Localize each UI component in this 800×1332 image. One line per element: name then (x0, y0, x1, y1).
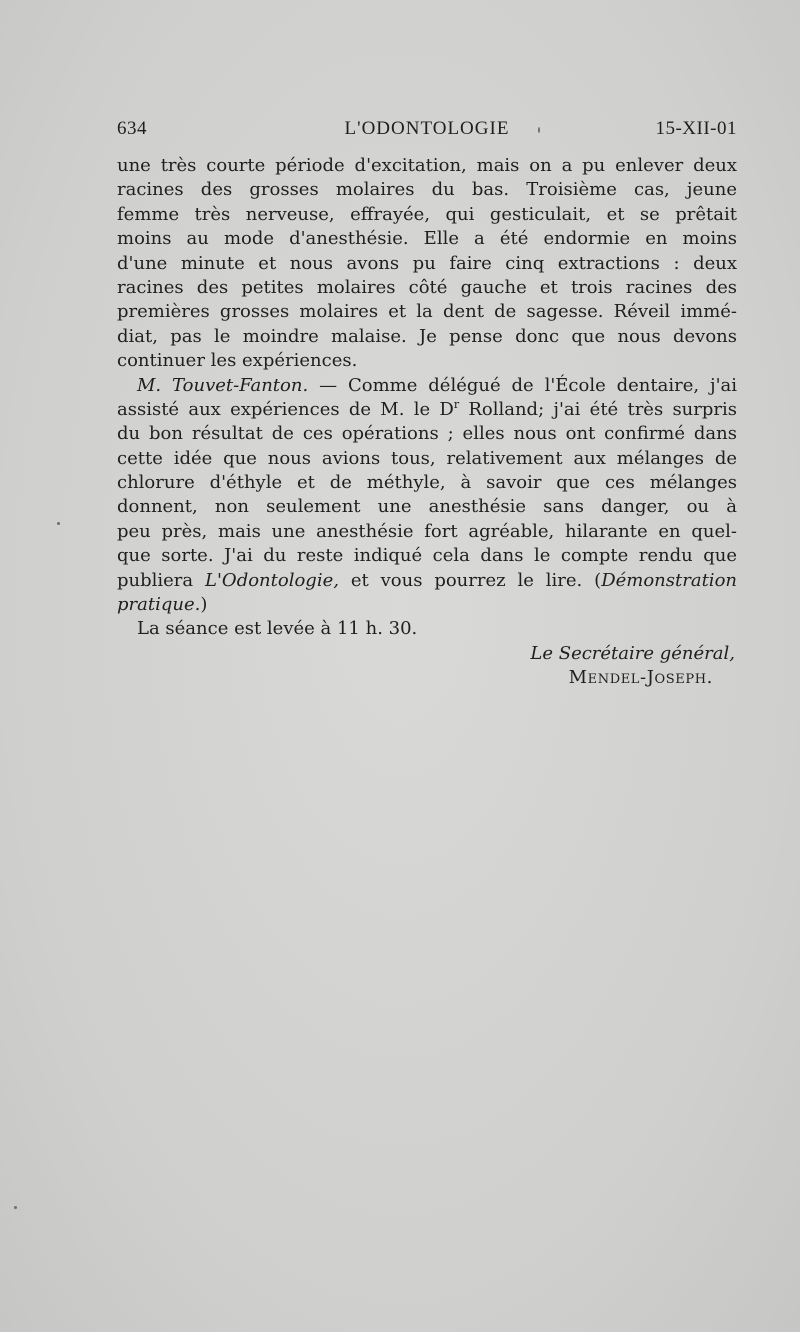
text-line: chlorure d'éthyle et de méthyle, à savoir que ces mélanges (117, 472, 737, 494)
publish-line (117, 569, 737, 593)
text-line: que sorte. J'ai du reste indiqué cela dans le compte rendu que (117, 545, 737, 567)
text-line: peu près, mais une anesthésie fort agréable, hilarante en quel- (117, 520, 737, 542)
text-line: une très courte période d'excitation, mais on a pu enlever deux (117, 155, 737, 176)
speech-text: publiera (117, 569, 206, 591)
paper-speck (57, 522, 60, 525)
speech-second-line (117, 398, 737, 422)
text-line: racines des petites molaires côté gauche et trois racines des (117, 276, 737, 298)
speech-text: Rolland; j'ai été très surpris (459, 398, 737, 420)
paper-speck (14, 1206, 17, 1209)
speech-text: assisté aux expériences de M. le D (117, 398, 454, 420)
demonstration-note: pratique. (117, 594, 201, 616)
closing-paren: ) (200, 594, 208, 616)
paper-speck (538, 127, 540, 133)
speech-text: et vous pourrez le lire. ( (338, 569, 602, 591)
journal-title: L'ODONTOLOGIE (344, 118, 510, 139)
journal-reference: L'Odontologie, (205, 569, 339, 591)
running-head (117, 118, 737, 142)
speech-text: — Comme délégué de l'École dentaire, j'ai (308, 374, 737, 396)
text-line: diat, pas le moindre malaise. Je pense donc que nous devons (117, 325, 737, 347)
speaker-name: M. Touvet-Fanton. (137, 374, 309, 396)
signature-name: Mendel-Joseph. (568, 667, 713, 689)
text-line: donnent, non seulement une anesthésie sans danger, ou à (117, 496, 737, 518)
closing-line: La séance est levée à 11 h. 30. (137, 618, 418, 640)
text-line: d'une minute et nous avons pu faire cinq extractions : deux (117, 252, 737, 274)
text-line: cette idée que nous avions tous, relativement aux mélanges de (117, 447, 737, 469)
text-line: moins au mode d'anesthésie. Elle a été endormie en moins (117, 228, 737, 250)
text-line: continuer les expériences. (117, 350, 358, 372)
pratique-line (117, 593, 737, 617)
demonstration-note: Démonstration (601, 569, 737, 591)
speech-first-line (117, 374, 737, 398)
page-number: 634 (117, 118, 147, 139)
body-text (117, 154, 737, 691)
issue-date: 15-XII-01 (655, 118, 737, 139)
text-line: femme très nerveuse, effrayée, qui gesticulait, et se prêtait (117, 203, 737, 225)
text-line: premières grosses molaires et la dent de sagesse. Réveil immé- (117, 301, 737, 323)
text-line: racines des grosses molaires du bas. Troisième cas, jeune (117, 179, 737, 201)
superscript: r (453, 397, 460, 411)
text-line: du bon résultat de ces opérations ; elles nous ont confirmé dans (117, 423, 737, 445)
signature-title: Le Secrétaire général, (530, 642, 735, 664)
